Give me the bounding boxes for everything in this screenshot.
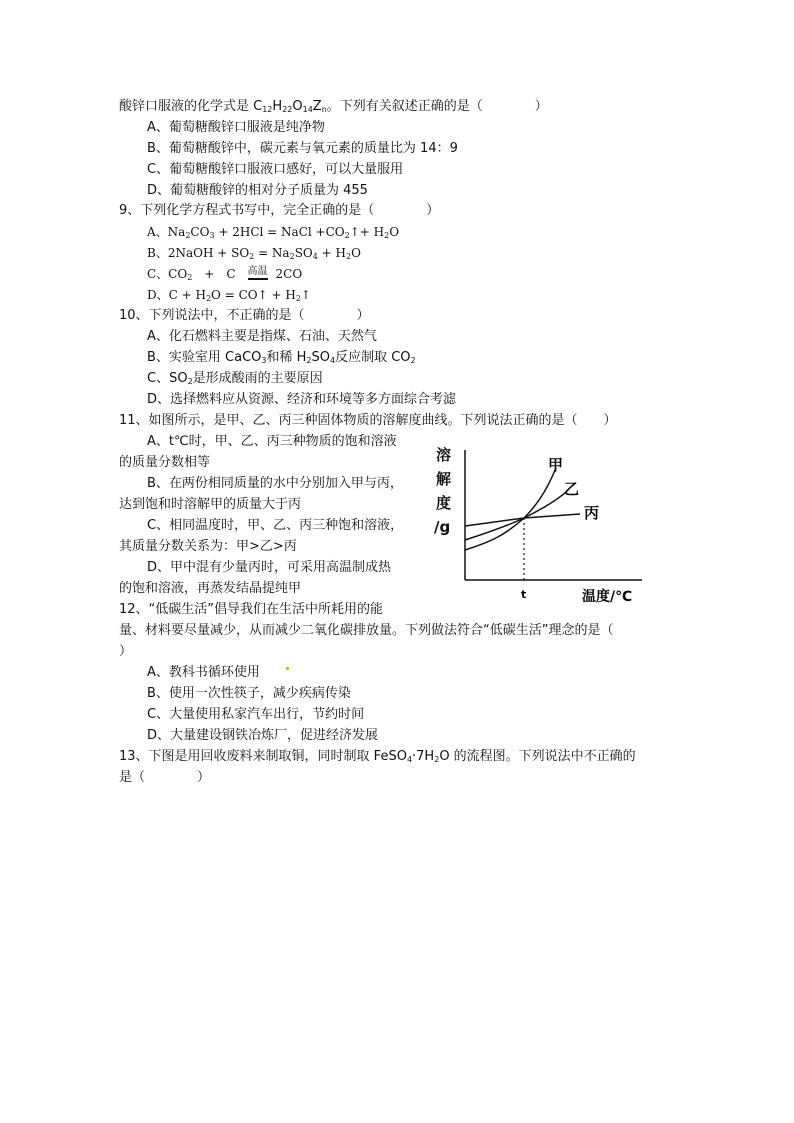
q9-option-a: A、$Na_2CO_3 + 2HCl$ = NaCl $+CO_2↑+ H_2O$	[147, 225, 400, 240]
x-tick-t: t	[521, 588, 527, 601]
q11-option-c: C、相同温度时，甲、乙、丙三种饱和溶液，	[147, 518, 404, 533]
solubility-chart	[432, 440, 652, 610]
ylabel-char-4: /g	[434, 518, 451, 536]
q9-option-c: C、$CO_2$ + C 高温 2CO	[147, 266, 303, 282]
q12-option-a: A、教科书循环使用	[147, 665, 260, 680]
q11-option-d-cont: 的饱和溶液，再蒸发结晶提纯甲	[119, 581, 302, 596]
q11-stem: 11、如图所示，是甲、乙、丙三种固体物质的溶解度曲线。下列说法正确的是（ ）	[119, 413, 617, 428]
q11-option-a-cont: 的质量分数相等	[119, 455, 211, 470]
q9-option-b: B、2NaOH + $SO_2 = Na_2SO_4 + H_2O$	[147, 246, 361, 261]
q11-option-c-cont: 其质量分数关系为：甲>乙>丙	[119, 539, 297, 554]
q8-option-c: C、葡萄糖酸锌口服液口感好，可以大量服用	[147, 162, 404, 177]
q11-option-b-cont: 达到饱和时溶解甲的质量大于丙	[119, 497, 302, 512]
q8-stem: 酸锌口服液的化学式是 $C_{12}H_{22}O_{14}Z_n$。下列有关叙述正确的是（ ）	[119, 99, 548, 114]
q9-stem: 9、下列化学方程式书写中，完全正确的是（ ）	[119, 203, 440, 218]
q9-option-d: D、$C + H_2O$ = CO↑ + $H_2↑$	[147, 288, 311, 303]
q11-option-b: B、在两份相同质量的水中分别加入甲与丙，	[147, 476, 403, 491]
q13-stem-cont: 是（ ）	[119, 770, 211, 785]
q12-stem-cont: 量、材料要尽量减少，从而减少二氧化碳排放量。下列做法符合“低碳生活”理念的是（	[119, 623, 614, 638]
reaction-condition: 高温	[248, 266, 268, 280]
q11-option-a: A、t℃时，甲、乙、丙三种物质的饱和溶液	[147, 434, 397, 449]
q13-stem: 13、下图是用回收废料来制取铜，同时制取 $FeSO_4\cdot 7H_2O$ 的流程图。下列说法中不正确的	[119, 749, 636, 764]
q10-option-b: B、实验室用 CaCO$_3$和稀 $H_2SO_4$反应制取 $CO_2$	[147, 350, 416, 365]
ylabel-char-3: 度	[436, 494, 452, 512]
gas-arrow-icon: ↑	[257, 288, 268, 302]
q12-option-b: B、使用一次性筷子，减少疾病传染	[147, 686, 351, 701]
q11-option-d: D、甲中混有少量丙时，可采用高温制成热	[147, 560, 392, 575]
series-label-bing: 丙	[584, 504, 600, 522]
gas-arrow-icon: ↑	[349, 225, 360, 239]
q8-option-d: D、葡萄糖酸锌的相对分子质量为 455	[147, 183, 368, 198]
q10-stem: 10、下列说法中，不正确的是（ ）	[119, 308, 370, 323]
series-label-jia: 甲	[548, 456, 564, 474]
y-axis-label	[434, 446, 451, 536]
q8-option-a: A、葡萄糖酸锌口服液是纯净物	[147, 120, 325, 135]
q12-option-d: D、大量建设钢铁冶炼厂，促进经济发展	[147, 728, 379, 743]
q12-stem: 12、“低碳生活”倡导我们在生活中所耗用的能	[119, 602, 384, 617]
curve-yi	[465, 490, 568, 540]
q12-option-c: C、大量使用私家汽车出行，节约时间	[147, 707, 365, 722]
q12-stem-end: ）	[119, 644, 133, 659]
stray-mark	[286, 667, 289, 670]
series-label-yi: 乙	[564, 480, 580, 498]
q8-option-b: B、葡萄糖酸锌中，碳元素与氧元素的质量比为 14：9	[147, 141, 458, 156]
ylabel-char-2: 解	[436, 470, 452, 488]
q10-option-d: D、选择燃料应从资源、经济和环境等多方面综合考滤	[147, 392, 457, 407]
ylabel-char-1: 溶	[436, 446, 452, 464]
q10-option-c: C、$SO_2$是形成酸雨的主要原因	[147, 371, 323, 386]
x-axis-label: 温度/℃	[582, 589, 633, 605]
gas-arrow-icon: ↑	[300, 288, 311, 302]
q10-option-a: A、化石燃料主要是指煤、石油、天然气	[147, 329, 377, 344]
